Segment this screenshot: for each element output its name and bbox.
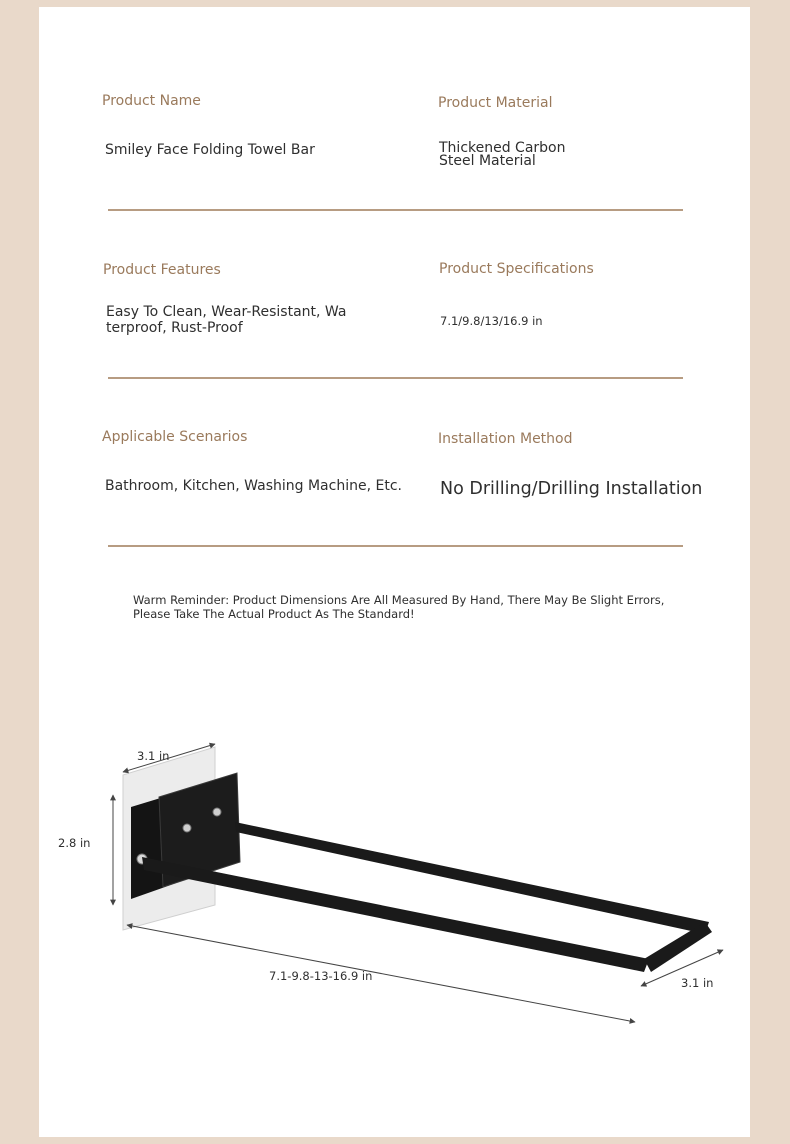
section-divider [108,377,683,379]
spec-label-product-material: Product Material [438,95,553,111]
spec-value-line: Easy To Clean, Wear-Resistant, Wa [106,304,347,320]
section-divider [108,209,683,211]
spec-value-product-features [106,304,346,336]
spec-value-applicable-scenarios: Bathroom, Kitchen, Washing Machine, Etc. [105,478,402,494]
screw-icon [213,808,221,816]
spec-label-product-specifications: Product Specifications [439,261,594,277]
towel-bar-dimension-diagram [39,727,750,1037]
dimension-label-bar-length: 7.1-9.8-13-16.9 in [269,969,373,983]
reminder-line: Warm Reminder: Product Dimensions Are All Measured By Hand, There May Be Slight Errors, [133,593,665,607]
spec-value-product-specifications: 7.1/9.8/13/16.9 in [440,314,543,328]
towel-bar-end [644,922,712,972]
product-spec-card [39,7,750,1137]
spec-label-installation-method: Installation Method [438,431,573,447]
warm-reminder [133,593,693,621]
dimension-label-plate-height: 2.8 in [58,836,91,850]
spec-value-product-name: Smiley Face Folding Towel Bar [105,142,315,158]
towel-bar-upper-arm [235,822,709,934]
dimension-line-bar-length [127,925,635,1022]
screw-icon [183,824,191,832]
spec-value-line: terproof, Rust-Proof [106,320,243,336]
spec-value-line: Thickened Carbon [439,140,566,156]
spec-value-line: Steel Material [439,153,536,169]
dimension-label-bar-depth: 3.1 in [681,976,714,990]
towel-bar-lower-arm [142,857,649,972]
section-divider [108,545,683,547]
spec-value-installation-method: No Drilling/Drilling Installation [440,479,703,499]
dimension-label-plate-width: 3.1 in [137,749,170,763]
reminder-line: Please Take The Actual Product As The Standard! [133,607,415,621]
spec-value-product-material [439,142,566,168]
spec-label-product-name: Product Name [102,93,201,109]
spec-label-product-features: Product Features [103,262,221,278]
spec-label-applicable-scenarios: Applicable Scenarios [102,429,248,445]
